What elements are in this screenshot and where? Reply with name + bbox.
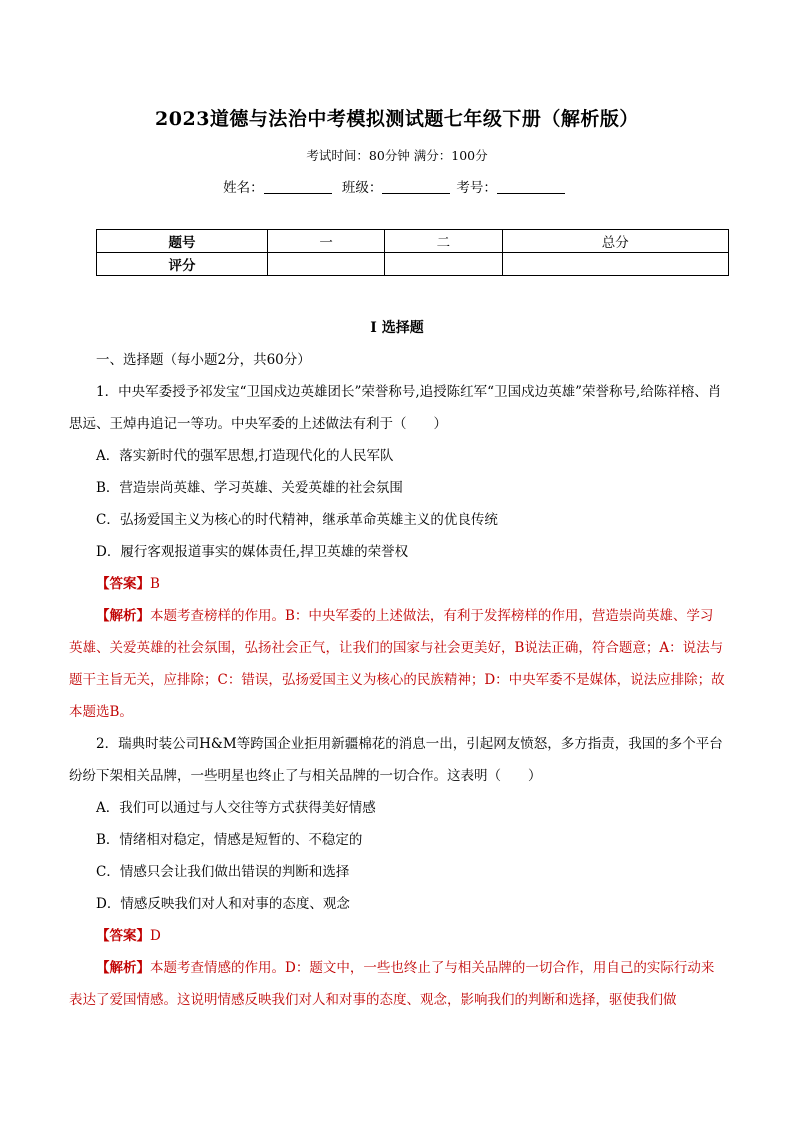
analysis-tag: 【解析】: [96, 608, 150, 624]
class-blank[interactable]: [382, 179, 450, 194]
question-1-option-a: A．落实新时代的强军思想,打造现代化的人民军队: [96, 448, 394, 464]
name-label: 姓名：: [223, 180, 264, 196]
analysis-text: 本题考查榜样的作用。B：中央军委的上述做法，有利于发挥榜样的作用，营造崇尚英雄、学习英雄、关爱英雄的社会氛围，弘扬社会正气，让我们的国家与社会更美好，B说法正确，符合题意；A：说法与题干主旨无关，应排除；C：错误，弘扬爱国主义为核心的民族精神；D：中央军委不是媒体，说法应排除；故本题选B。: [69, 608, 725, 720]
question-1-analysis: [69, 600, 725, 728]
table-row: [97, 230, 729, 253]
table-cell: [385, 253, 502, 276]
analysis-text: 本题考查情感的作用。D：题文中，一些也终止了与相关品牌的一切合作，用自己的实际行动来表达了爱国情感。这说明情感反映我们对人和对事的态度、观念，影响我们的判断和选择，驱使我们做: [69, 960, 715, 1008]
question-2-stem: 2．瑞典时装公司H&M等跨国企业拒用新疆棉花的消息一出，引起网友愤怒，多方指责，我国的多个平台纷纷下架相关品牌，一些明星也终止了与相关品牌的一切合作。这表明（ ）: [69, 736, 723, 784]
part-title: 一、选择题（每小题2分，共60分）: [96, 352, 311, 368]
table-cell: 评分: [97, 253, 268, 276]
table-cell: 题号: [97, 230, 268, 253]
student-info: [0, 176, 794, 196]
name-blank[interactable]: [264, 179, 332, 194]
answer-value: D: [150, 928, 161, 944]
page-title: 2023道德与法治中考模拟测试题七年级下册（解析版）: [155, 108, 639, 130]
number-label: 考号：: [456, 180, 497, 196]
score-table: [96, 229, 729, 276]
table-cell: [268, 253, 385, 276]
section-title: I 选择题: [370, 320, 424, 336]
question-1-option-c: C．弘扬爱国主义为核心的时代精神，继承革命英雄主义的优良传统: [96, 512, 498, 528]
number-blank[interactable]: [497, 179, 565, 194]
table-cell: 一: [268, 230, 385, 253]
answer-tag: 【答案】: [96, 576, 150, 592]
table-cell: 总分: [502, 230, 728, 253]
question-2-option-c: C．情感只会让我们做出错误的判断和选择: [96, 864, 350, 880]
question-1-stem: 1．中央军委授予祁发宝“卫国戍边英雄团长”荣誉称号,追授陈红军“卫国戍边英雄”荣誉称号,给陈祥榕、肖思远、王焯冉追记一等功。中央军委的上述做法有利于（ ）: [69, 384, 722, 432]
exam-meta: 考试时间：80分钟 满分：100分: [306, 148, 488, 163]
table-cell: [502, 253, 728, 276]
question-1-option-d: D．履行客观报道事实的媒体责任,捍卫英雄的荣誉权: [96, 544, 409, 560]
question-2-answer: [69, 920, 725, 952]
question-1-option-b: B．营造崇尚英雄、学习英雄、关爱英雄的社会氛围: [96, 480, 403, 496]
table-row: [97, 253, 729, 276]
class-label: 班级：: [341, 180, 383, 196]
table-cell: 二: [385, 230, 502, 253]
question-2-option-a: A．我们可以通过与人交往等方式获得美好情感: [96, 800, 376, 816]
analysis-tag: 【解析】: [96, 960, 150, 976]
question-2-analysis: [69, 952, 725, 1016]
question-1-answer: [69, 568, 725, 600]
question-2-option-d: D．情感反映我们对人和对事的态度、观念: [96, 896, 350, 912]
answer-value: B: [150, 576, 160, 592]
answer-tag: 【答案】: [96, 928, 150, 944]
question-2-option-b: B．情绪相对稳定，情感是短暂的、不稳定的: [96, 832, 363, 848]
question-content: [69, 344, 725, 1016]
